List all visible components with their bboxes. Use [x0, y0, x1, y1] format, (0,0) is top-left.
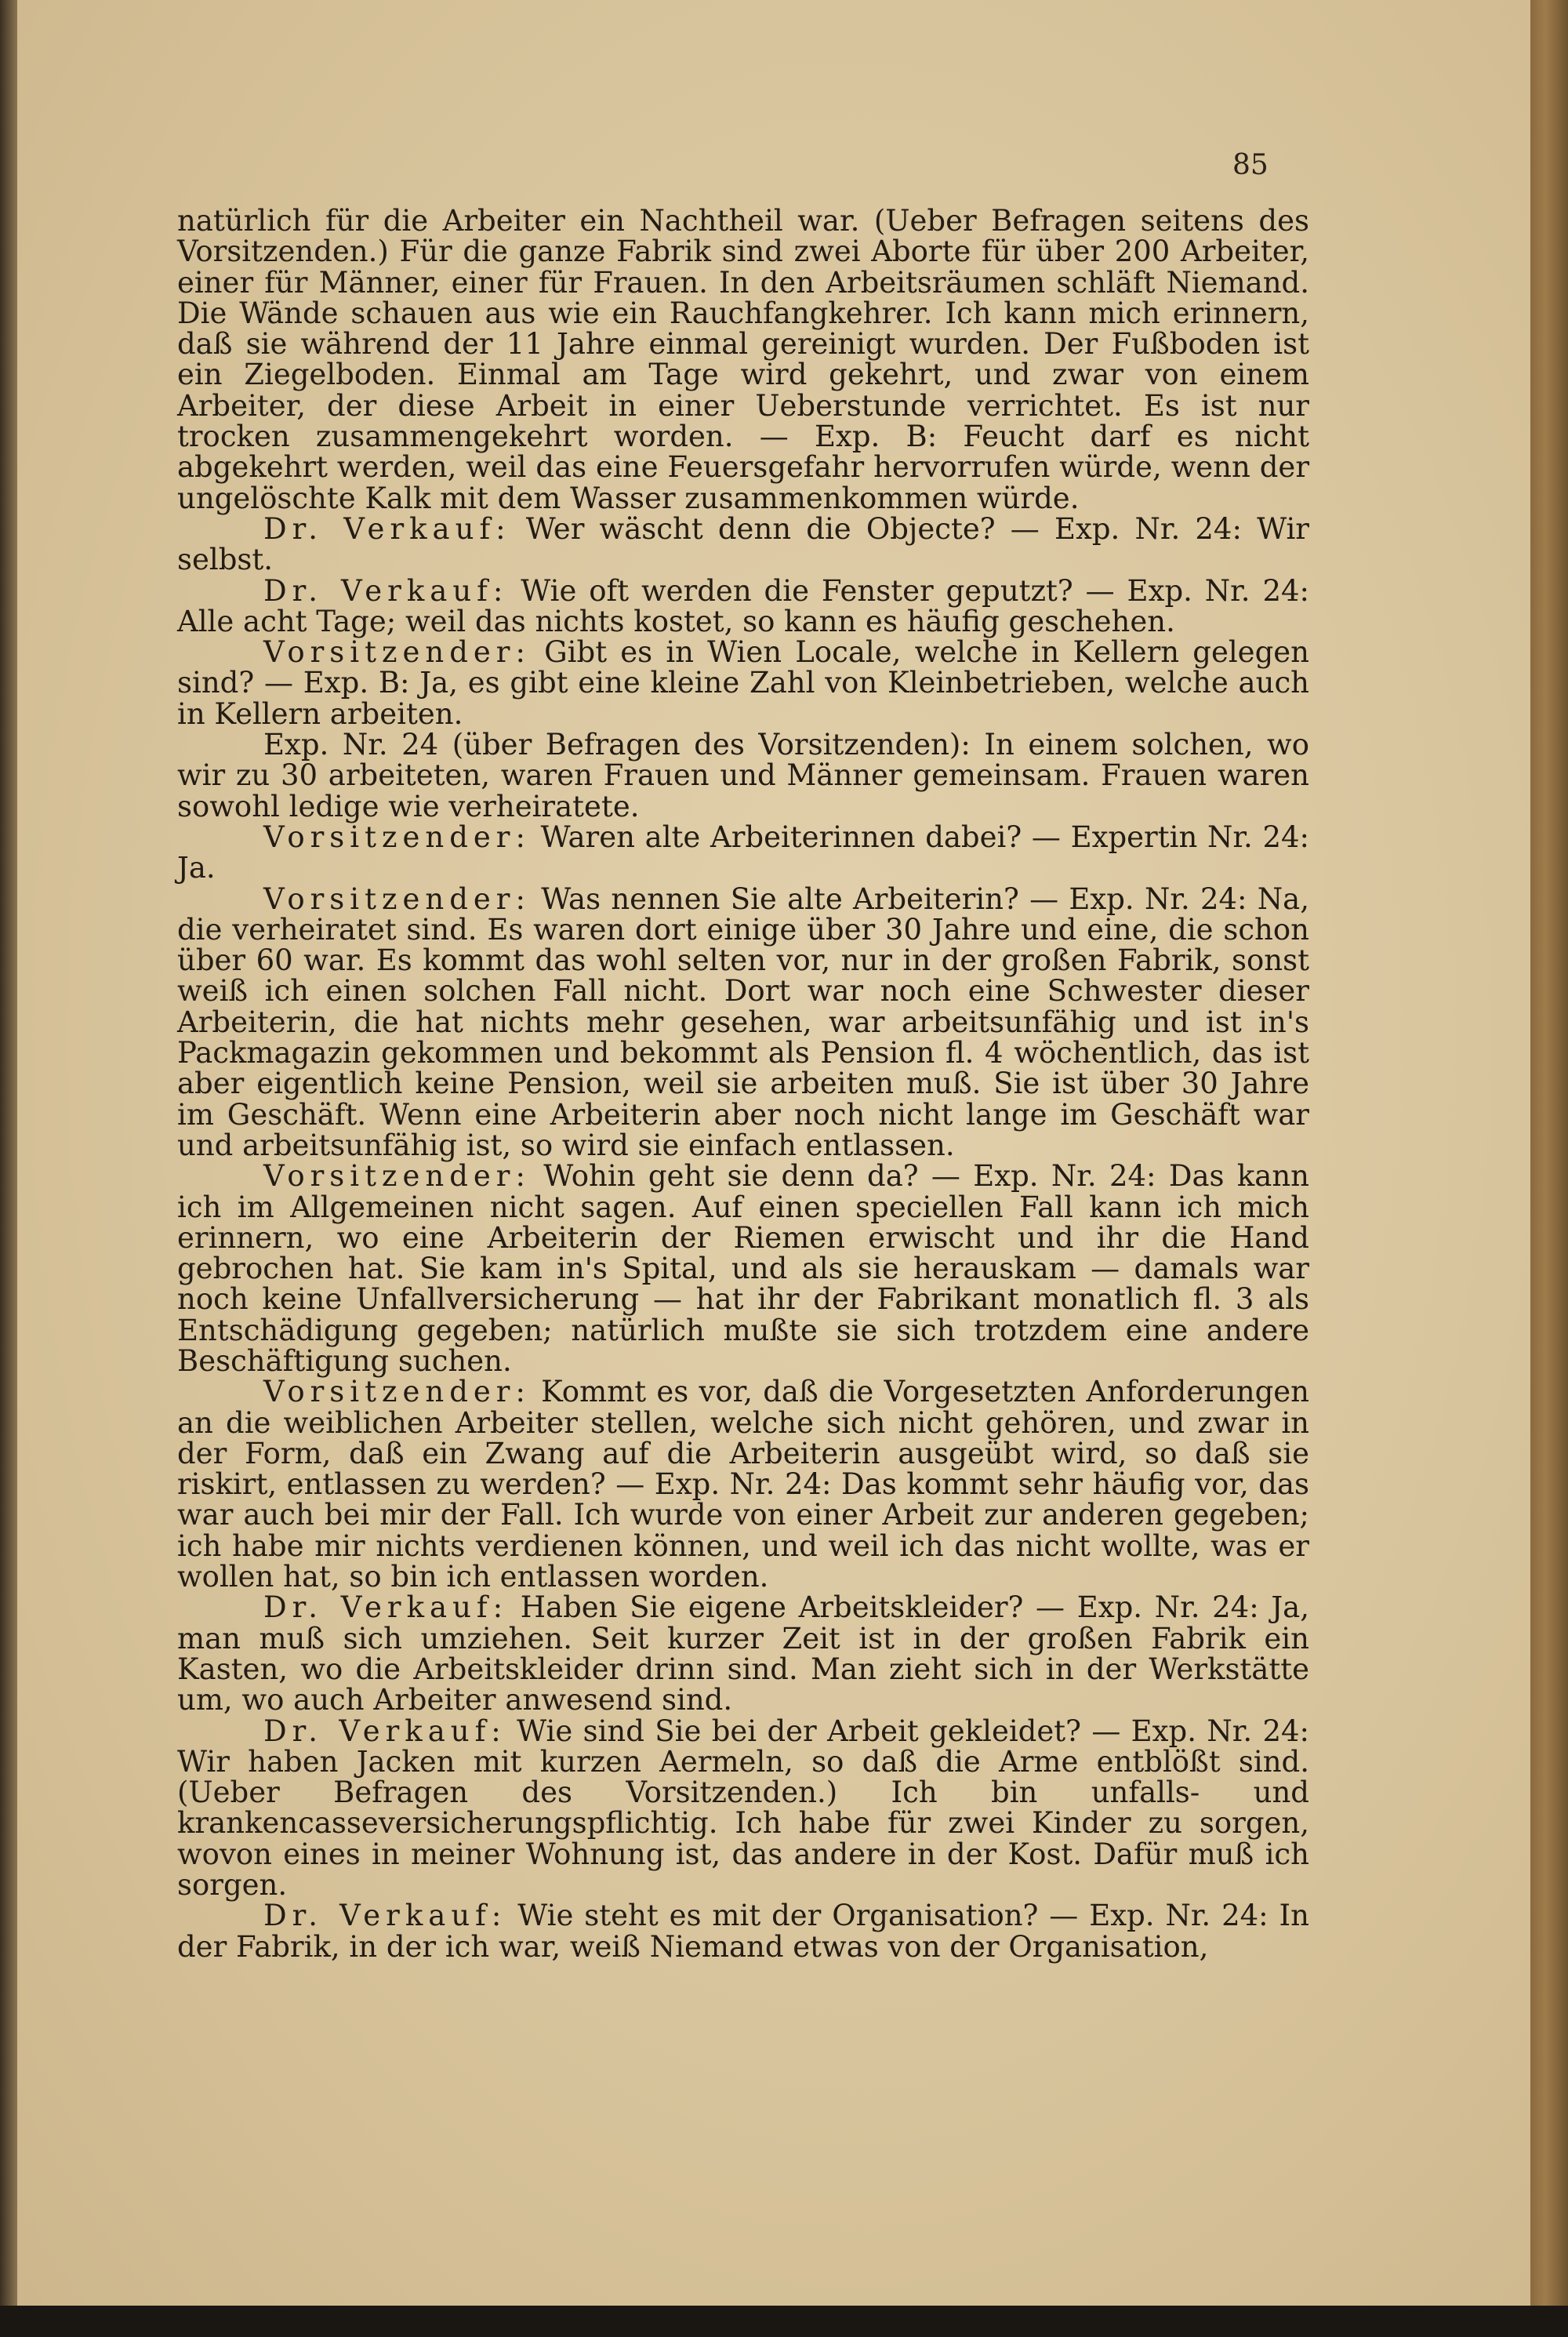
- paragraph-10: [177, 1592, 1309, 1715]
- speaker-label: Vorsitzender:: [263, 820, 531, 854]
- speaker-label: Vorsitzender:: [263, 1159, 531, 1194]
- paragraph-text: Gibt es in Wien Locale, welche in Kellern gelegen sind? — Exp. B: Ja, es gibt eine kleine Zahl von Kleinbetrieben, welche auch in Kellern arbeiten.: [177, 635, 1309, 731]
- paragraph-12: [177, 1900, 1309, 1962]
- paragraph-text: Exp. Nr. 24 (über Befragen des Vorsitzenden): In einem solchen, wo wir zu 30 arbeiteten, waren Frauen und Männer gemeinsam. Frauen waren sowohl ledige wie verheiratete.: [177, 728, 1309, 823]
- paragraph-1: [177, 205, 1309, 514]
- paragraph-2: [177, 511, 1309, 577]
- body-text: [177, 205, 1309, 1962]
- paragraph-text: Kommt es vor, daß die Vorgesetzten Anforderungen an die weiblichen Arbeiter stellen, welche sich nicht gehören, und zwar in der Form, daß ein Zwang auf die Arbeiterin ausgeübt wird, so daß sie riskirt, entlassen zu werden? — Exp. Nr. 24: Das kommt sehr häufig vor, das war auch bei mir der Fall. Ich wurde von einer Arbeit zur anderen gegeben; ich habe mir nichts verdienen können, und weil ich das nicht wollte, was er wollen hat, so bin ich entlassen worden.: [177, 1375, 1309, 1594]
- scan-bottom-band: [0, 2306, 1568, 2337]
- page-number: 85: [1232, 149, 1269, 181]
- paragraph-text: Wohin geht sie denn da? — Exp. Nr. 24: Das kann ich im Allgemeinen nicht sagen. Auf einen speciellen Fall kann ich mich erinnern, wo eine Arbeiterin der Riemen erwischt und ihr die Hand gebrochen hat. Sie kam in's Spital, und als sie herauskam — damals war noch keine Unfallversicherung — hat ihr der Fabrikant monatlich fl. 3 als Entschädigung gegeben; natürlich mußte sie sich trotzdem eine andere Beschäftigung suchen.: [177, 1159, 1309, 1378]
- paragraph-text: natürlich für die Arbeiter ein Nachtheil war. (Ueber Befragen seitens des Vorsitzenden.) Für die ganze Fabrik sind zwei Aborte für über 200 Arbeiter, einer für Männer, einer für Frauen. In den Arbeitsräumen schläft Niemand. Die Wände schauen aus wie ein Rauchfangkehrer. Ich kann mich erinnern, daß sie während der 11 Jahre einmal gereinigt wurden. Der Fußboden ist ein Ziegelboden. Einmal am Tage wird gekehrt, und zwar von einem Arbeiter, der diese Arbeit in einer Ueberstunde verrichtet. Es ist nur trocken zusammengekehrt worden. — Exp. B: Feucht darf es nicht abgekehrt werden, weil das eine Feuersgefahr hervorrufen würde, wenn der ungelöschte Kalk mit dem Wasser zusammenkommen würde.: [177, 204, 1309, 515]
- speaker-label: Dr. Verkauf:: [263, 573, 509, 608]
- paragraph-text: Haben Sie eigene Arbeitskleider? — Exp. Nr. 24: Ja, man muß sich umziehen. Seit kurzer Zeit ist in der großen Fabrik ein Kasten, wo die Arbeitskleider drinn sind. Man zieht sich in der Werkstätte um, wo auch Arbeiter anwesend sind.: [177, 1590, 1309, 1717]
- speaker-label: Vorsitzender:: [263, 1375, 531, 1409]
- speaker-label: Vorsitzender:: [263, 635, 531, 670]
- paragraph-6: [177, 822, 1309, 884]
- speaker-label: Dr. Verkauf:: [263, 1714, 506, 1748]
- paragraph-text: Wer wäscht denn die Objecte? — Exp. Nr. 24: Wir selbst.: [177, 511, 1309, 577]
- paragraph-4: [177, 637, 1309, 729]
- paragraph-text: Wie steht es mit der Organisation? — Exp. Nr. 24: In der Fabrik, in der ich war, weiß Niemand etwas von der Organisation,: [177, 1899, 1309, 1964]
- book-gutter-left: [0, 0, 17, 2337]
- paragraph-9: [177, 1376, 1309, 1592]
- paragraph-text: Wie oft werden die Fenster geputzt? — Exp. Nr. 24: Alle acht Tage; weil das nichts kostet, so kann es häufig geschehen.: [177, 573, 1309, 638]
- speaker-label: Dr. Verkauf:: [263, 511, 511, 546]
- paragraph-text: Waren alte Arbeiterinnen dabei? — Expertin Nr. 24: Ja.: [177, 820, 1309, 885]
- paragraph-text: Was nennen Sie alte Arbeiterin? — Exp. Nr. 24: Na, die verheiratet sind. Es waren dort einige über 30 Jahre und eine, die schon über 60 war. Es kommt das wohl selten vor, nur in der großen Fabrik, sonst weiß ich einen solchen Fall nicht. Dort war noch eine Schwester dieser Arbeiterin, die hat nichts mehr gesehen, war arbeitsunfähig und ist in's Packmagazin gekommen und bekommt als Pension fl. 4 wöchentlich, das ist aber eigentlich keine Pension, weil sie arbeiten muß. Sie ist über 30 Jahre im Geschäft. Wenn eine Arbeiterin aber noch nicht lange im Geschäft war und arbeitsunfähig ist, so wird sie einfach entlassen.: [177, 881, 1309, 1162]
- paragraph-3: [177, 573, 1309, 638]
- speaker-label: Dr. Verkauf:: [263, 1590, 509, 1625]
- paragraph-5: [177, 729, 1309, 822]
- speaker-label: Vorsitzender:: [263, 881, 531, 916]
- paragraph-11: [177, 1716, 1309, 1901]
- paragraph-7: [177, 881, 1309, 1162]
- paragraph-text: Wie sind Sie bei der Arbeit gekleidet? — Exp. Nr. 24: Wir haben Jacken mit kurzen Aermeln, so daß die Arme entblößt sind. (Ueber Befragen des Vorsitzenden.) Ich bin unfalls- und krankencasseversicherungspflichtig. Ich habe für zwei Kinder zu sorgen, wovon eines in meiner Wohnung ist, das andere in der Kost. Dafür muß ich sorgen.: [177, 1714, 1309, 1903]
- book-edge-right: [1530, 0, 1568, 2337]
- speaker-label: Dr. Verkauf:: [263, 1899, 507, 1933]
- paragraph-8: [177, 1161, 1309, 1376]
